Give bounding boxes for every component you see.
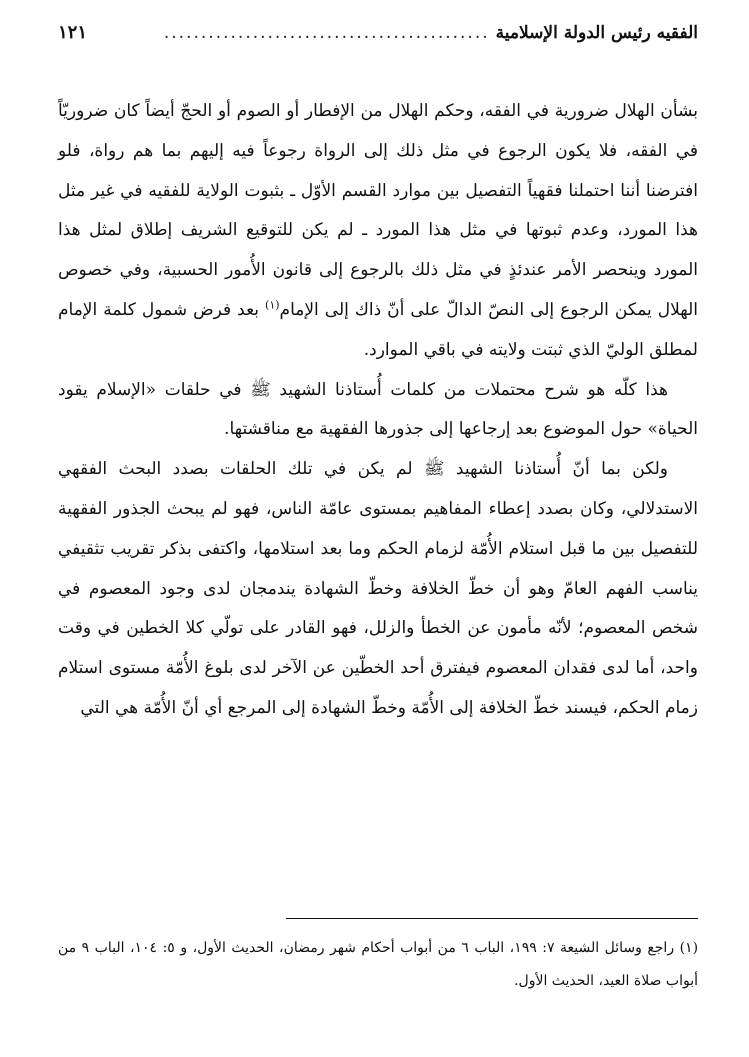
paragraph-3: ولكن بما أنّ أُستاذنا الشهيد ﷺ لم يكن في تلك الحلقات بصدد البحث الفقهي الاستدلالي، وكان بصدد إعطاء المفاهيم بمستوى عامّة الناس، فهو لم يبحث الجذور الفقهية للتفصيل بين ما قبل استلام الأُمّة لزمام الحكم وما بعد استلامها، واكتفى بذكر تقريب تثقيفي يناسب الفهم العامّ وهو أن خطّ الخلافة وخطّ الشهادة يندمجان لدى وجود المعصوم في شخص المعصوم؛ لأنّه مأمون عن الخطأ والزلل، فهو القادر على تولّي كلا الخطين في وقت واحد، أما لدى فقدان المعصوم فيفترق أحد الخطّين عن الآخر لدى بلوغ الأُمّة مستوى استلام زمام الحكم، فيسند خطّ الخلافة إلى الأُمّة وخطّ الشهادة إلى المرجع أي أنّ الأُمّة هي التي: [58, 459, 698, 718]
footnote-reference: (١): [265, 298, 280, 312]
paragraph-1: [58, 92, 698, 371]
paragraph-1-text: بشأن الهلال ضرورية في الفقه، وحكم الهلال من الإفطار أو الصوم أو الحجّ أيضاً كان ضروريّاً في الفقه، فلا يكون الرجوع في مثل ذلك إلى الرواة رجوعاً فيه إليهم بما هم رواة، فلو افترضنا أننا احتملنا فقهياً التفصيل بين موارد القسم الأوّل ـ بثبوت الولاية للفقيه في غير مثل هذا المورد، وعدم ثبوتها في مثل هذا المورد ـ لم يكن للتوقيع الشريف إطلاق لمثل هذا المورد وينحصر الأمر عندئذٍ في مثل ذلك بالرجوع إلى قانون الأُمور الحسبية، وفي خصوص الهلال يمكن الرجوع إلى النصّ الدالّ على أنّ ذاك إلى الإمام: [58, 101, 698, 320]
main-text: [58, 92, 698, 729]
running-header: [58, 22, 698, 56]
leader-dots: ............................................: [163, 23, 490, 43]
footnote-divider: [286, 918, 698, 919]
paragraph-1-text-continued: بعد فرض شمول كلمة الإمام لمطلق الوليّ الذي ثبتت ولايته في باقي الموارد.: [58, 299, 698, 360]
paragraph-2: هذا كلّه هو شرح محتملات من كلمات أُستاذنا الشهيد ﷺ في حلقات «الإسلام يقود الحياة» حول الموضوع بعد إرجاعها إلى جذورها الفقهية مع مناقشتها.: [58, 379, 698, 440]
footnotes: [58, 932, 698, 998]
page-number: ١٢١: [58, 22, 88, 43]
running-title: الفقيه رئيس الدولة الإسلامية: [495, 23, 698, 43]
book-page: [58, 22, 699, 989]
footnote-1: (١) راجع وسائل الشيعة ٧: ١٩٩، الباب ٦ من أبواب أحكام شهر رمضان، الحديث الأول، و ٥: ١٠٤، الباب ٩ من أبواب صلاة العيد، الحديث الأول.: [58, 940, 699, 989]
